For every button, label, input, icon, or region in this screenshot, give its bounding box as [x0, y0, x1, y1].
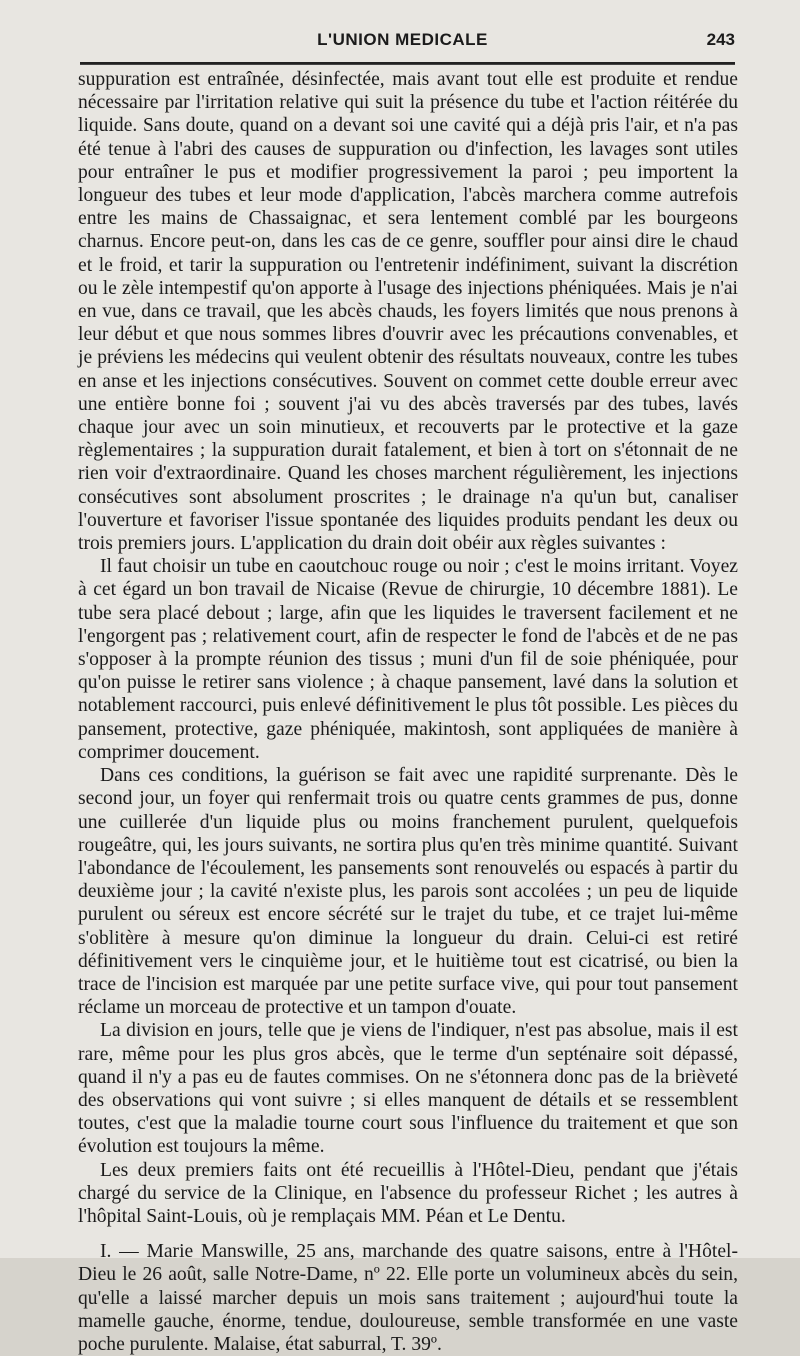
paragraph-continuation: suppuration est entraînée, désinfectée, mais avant tout elle est produite et rendue nécessaire par l'irritation relative qui suit la présence du tube et l'action réitérée du liquide. Sans doute, quand on a devant soi une cavité qui a déjà pris l'air, et n'a pas été tenue à l'abri des causes de suppuration ou d'infection, les lavages sont utiles pour entraîner le pus et modifier progressivement la paroi ; peu importent la longueur des tubes et leur mode d'application, l'abcès marchera comme autrefois entre les mains de Chassaignac, et sera lentement comblé par les bourgeons charnus. Encore peut-on, dans les cas de ce genre, souffler pour ainsi dire le chaud et le froid, et tarir la suppuration ou l'entretenir indéfiniment, suivant la discrétion ou le zèle intempestif qu'on apporte à l'usage des injections phéniquées. Mais je n'ai en vue, dans ce travail, que les abcès chauds, les foyers limités que nous prenons à leur début et que nous sommes libres d'ouvrir avec les précautions convenables, et je préviens les médecins qui veulent obtenir des résultats nouveaux, contre les tubes en anse et les injections consécutives. Souvent on commet cette double erreur avec une entière bonne foi ; souvent j'ai vu des abcès traversés par des tubes, lavés chaque jour avec un soin minutieux, et recouverts par le protective et la gaze règlementaires ; la suppuration durait fatalement, et bien à tort on s'étonnait de ne rien voir d'extraordinaire. Quand les choses marchent régulièrement, les injections consécutives sont absolument proscrites ; le drainage n'a qu'un but, canaliser l'ouverture et favoriser l'issue spontanée des liquides produits pendant les deux ou trois premiers jours. L'application du drain doit obéir aux règles suivantes : [78, 69, 738, 555]
page-number: 243 [706, 30, 735, 49]
paragraph-case-one: I. — Marie Manswille, 25 ans, marchande des quatre saisons, entre à l'Hôtel-Dieu le 26 août, salle Notre-Dame, nº 22. Elle porte un volumineux abcès du sein, qu'elle a laissé marcher depuis un mois sans traitement ; aujourd'hui toute la mamelle gauche, énorme, tendue, douloureuse, semble transformée en une vaste poche purulente. Malaise, état saburral, T. 39º. [78, 1241, 738, 1355]
paragraph-drain-rules: Il faut choisir un tube en caoutchouc rouge ou noir ; c'est le moins irritant. Voyez à cet égard un bon travail de Nicaise (Revue de chirurgie, 10 décembre 1881). Le tube sera placé debout ; large, afin que les liquides le traversent facilement et ne l'engorgent pas ; relativement court, afin de respecter le fond de l'abcès et de ne pas s'opposer à la prompte réunion des tissus ; muni d'un fil de soie phéniquée, pour qu'on puisse le retirer sans violence ; à chaque pansement, lavé dans la solution et notablement raccourci, puis enlevé définitivement le plus tôt possible. Les pièces du pansement, protective, gaze phéniquée, makintosh, sont appliquées de manière à comprimer doucement. [78, 556, 739, 763]
paragraph-division-days: La division en jours, telle que je viens de l'indiquer, n'est pas absolue, mais il est rare, même pour les plus gros abcès, que le terme d'un septénaire soit dépassé, quand il n'y a pas eu de fautes commises. On ne s'étonnera donc pas de la brièveté des observations qui vont suivre ; si elles manquent de détails et se ressemblent toutes, c'est que la maladie tourne court sous l'influence du traitement et que son évolution est toujours la même. [78, 1020, 738, 1158]
page-header [70, 30, 735, 54]
body-text [78, 68, 738, 1356]
paragraph-healing: Dans ces conditions, la guérison se fait avec une rapidité surprenante. Dès le second jour, un foyer qui renfermait trois ou quatre cents grammes de pus, donne une cuillerée d'un liquide plus ou moins franchement purulent, quelquefois rougeâtre, qui, les jours suivants, ne sortira plus qu'en très minime quantité. Suivant l'abondance de l'écoulement, les pansements sont renouvelés ou espacés à partir du deuxième jour ; la cavité n'existe plus, les parois sont accolées ; un peu de liquide purulent ou séreux est encore sécrété sur le trajet du tube, et ce trajet lui-même s'oblitère à mesure qu'on diminue la longueur du drain. Celui-ci est retiré définitivement vers le cinquième jour, et le huitième tout est cicatrisé, ou bien la trace de l'incision est marquée par une petite surface vive, qui pour tout pansement réclame un morceau de protective et un tampon d'ouate. [78, 765, 738, 1019]
paragraph-observations-source: Les deux premiers faits ont été recueillis à l'Hôtel-Dieu, pendant que j'étais chargé du service de la Clinique, en l'absence du professeur Richet ; les autres à l'hôpital Saint-Louis, où je remplaçais MM. Péan et Le Dentu. [78, 1159, 738, 1227]
running-title: L'UNION MEDICALE [317, 30, 488, 49]
header-rule [80, 62, 735, 65]
